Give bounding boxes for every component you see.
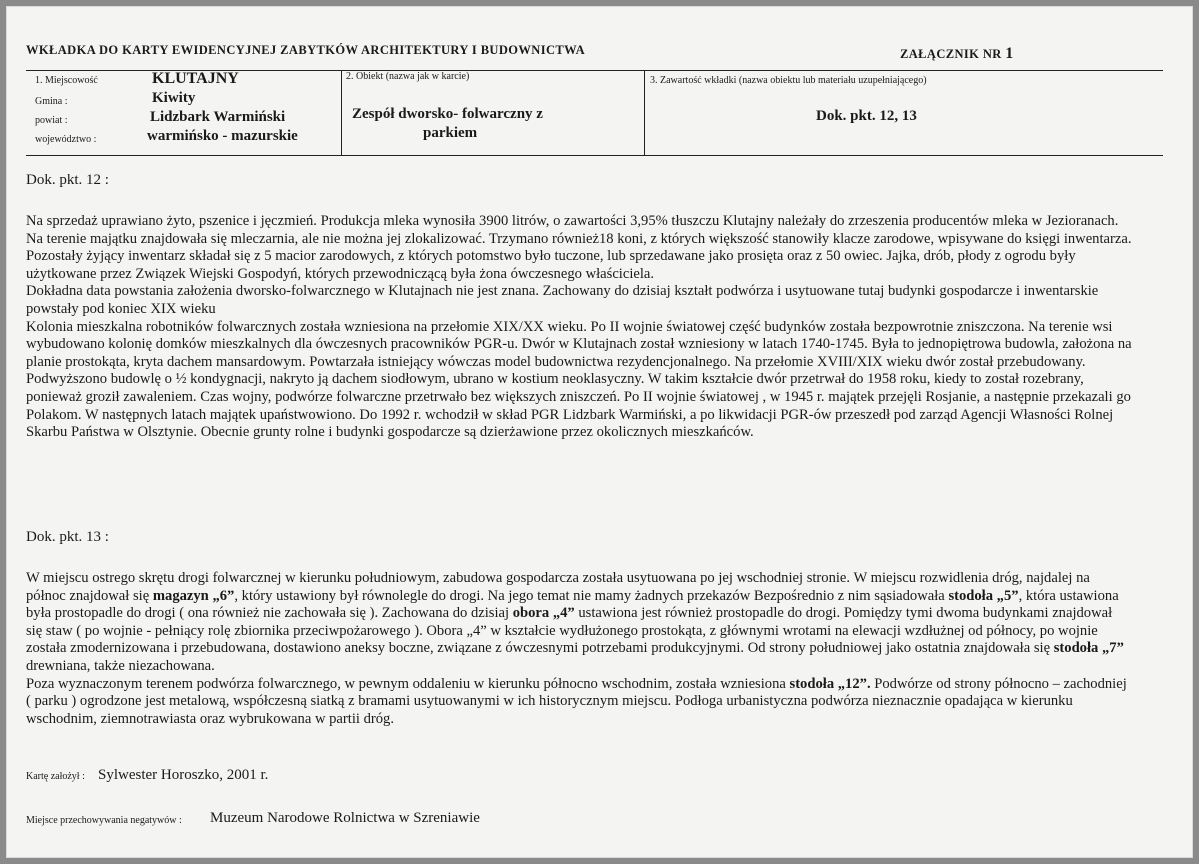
- section-12-paragraph: Na sprzedaż uprawiano żyto, pszenice i jęczmień. Produkcja mleka wynosiła 3900 litrów, o zawartości 3,95% tłuszczu Klutajny należały do zrzeszenia producentów mleka w Jezioranach. Na terenie majątku znajdowała się mleczarnia, ale nie można jej zlokalizować. Trzymano również18 koni, z których większość stanowiły klacze zarodowe, wpisywane do księgi inwentarza. Pozostały żyjący inwentarz składał się z 5 macior zarodowych, z których potomstwo było tuczone, lub sprzedawane jako prosięta oraz z 50 owiec. Jajka, drób, płody z ogrodu były użytkowane przez Związek Wiejski Gospodyń, których przewodniczącą była żona ówczesnego właściciela.: [26, 213, 1132, 282]
- wojewodztwo-label: województwo :: [35, 134, 97, 145]
- text-run: Poza wyznaczonym terenem podwórza folwarcznego, w pewnym oddaleniu w kierunku północno wschodnim, została wzniesiona: [26, 675, 790, 692]
- negatives-value: Muzeum Narodowe Rolnictwa w Szreniawie: [210, 810, 480, 826]
- annex-label: [900, 45, 1014, 63]
- object-name-line1: Zespół dworsko- folwarczny z: [352, 106, 543, 122]
- annex-label-text: ZAŁĄCZNIK NR: [900, 47, 1002, 61]
- gmina-value: Kiwity: [152, 90, 196, 106]
- section-13-body: [26, 570, 1132, 728]
- text-run: W miejscu ostrego skrętu drogi folwarcznej w kierunku południowym, zabudowa gospodarcza została usytuowana po jej wschodniej stronie. W miejscu rozwidlenia dróg, najdalej na północ znajdował się: [26, 570, 1090, 604]
- header-divider-1: [341, 70, 342, 155]
- building-obora-4: obora „4”: [512, 605, 575, 622]
- section-13-paragraph-2: [26, 676, 1132, 729]
- powiat-value: Lidzbark Warmiński: [150, 109, 286, 125]
- place-value: KLUTAJNY: [152, 70, 239, 87]
- negatives-label: Miejsce przechowywania negatywów :: [26, 815, 182, 826]
- wojewodztwo-value: warmińsko - mazurskie: [147, 128, 298, 144]
- author-value: Sylwester Horoszko, 2001 r.: [98, 767, 269, 783]
- section-13-heading: Dok. pkt. 13 :: [26, 529, 109, 545]
- section-12-paragraph: Kolonia mieszkalna robotników folwarcznych została wzniesiona na przełomie XIX/XX wieku. Po II wojnie światowej część budynków została bezpowrotnie zniszczona. Na terenie wsi wybudowano kolonię domków mieszkalnych dla ówczesnych pracowników PGR-u. Dwór w Klutajnach został wzniesiony w latach 1740-1745. Była to jednopiętrowa budowla, założona na planie prostokąta, kryta dachem mansardowym. Powtarzała istniejący wówczas model budownictwa rezydencjonalnego. Na przełomie XVIII/XIX wieku dwór został przebudowany. Podwyższono budowlę o ½ kondygnacji, nakryto ją dachem siodłowym, ubrano w kostium neoklasyczny. W takim kształcie dwór przetrwał do 1958 roku, kiedy to został rozebrany, ponieważ groził zawaleniem. Czas wojny, podwórze folwarczne przetrwało bez większych zniszczeń. Po II wojnie światowej , w 1945 r. majątek przejęli Rosjanie, a następnie przekazali go Polakom. W następnych latach majątek upaństwowiono. Do 1992 r. wchodził w skład PGR Lidzbark Warmiński, a po likwidacji PGR-ów przeszedł pod zarząd Agencji Własności Rolnej Skarbu Państwa w Olsztynie. Obecnie grunty rolne i budynki gospodarcze są dzierżawione przez okolicznych mieszkańców.: [26, 318, 1132, 441]
- annex-number: 1: [1005, 45, 1014, 62]
- section-12-body: [26, 213, 1132, 442]
- section-12-paragraph: Dokładna data powstania założenia dworsko-folwarcznego w Klutajnach nie jest znana. Zachowany do dzisiaj kształt podwórza i usytuowane tutaj budynki gospodarcze i inwentarskie powstały pod koniec XIX wieku: [26, 283, 1099, 317]
- powiat-label: powiat :: [35, 115, 68, 126]
- document-title: WKŁADKA DO KARTY EWIDENCYJNEJ ZABYTKÓW ARCHITEKTURY I BUDOWNICTWA: [26, 43, 586, 57]
- gmina-label: Gmina :: [35, 96, 68, 107]
- author-label: Kartę założył :: [26, 771, 85, 782]
- object-label: 2. Obiekt (nazwa jak w karcie): [346, 71, 470, 82]
- building-stodola-12: stodoła „12”.: [789, 675, 871, 692]
- text-run: , która ustawiona była prostopadle do drogi ( ona również nie zachowała się ). Zachowana do dzisiaj: [26, 587, 1119, 622]
- place-label: 1. Miejscowość: [35, 75, 98, 86]
- header-divider-2: [644, 70, 645, 155]
- section-12-heading: Dok. pkt. 12 :: [26, 172, 109, 188]
- section-13-paragraph-1: [26, 570, 1132, 676]
- header-bottom-rule: [26, 155, 1163, 156]
- building-stodola-5: stodoła „5”: [948, 587, 1019, 604]
- text-run: drewniana, także niezachowana.: [26, 657, 215, 674]
- object-name-line2: parkiem: [423, 125, 478, 141]
- contents-label: 3. Zawartość wkładki (nazwa obiektu lub materiału uzupełniającego): [650, 75, 927, 86]
- building-magazyn-6: magazyn „6”: [152, 587, 235, 604]
- text-run: Podwórze od strony północno – zachodniej ( parku ) ogrodzone jest metalową, współczesną siatką z bramami usytuowanymi w ich historycznym miejscu. Podłoga urbanistyczna podwórza nieznacznie opadająca w kierunku wschodnim, ziemnotrawiasta oraz wybrukowana w partii dróg.: [26, 675, 1127, 727]
- text-run: , który ustawiony był równolegle do drogi. Na jego temat nie mamy żadnych przekazów Bezpośrednio z nim sąsiadowała: [234, 587, 949, 604]
- text-run: ustawiona jest również prostopadle do drogi. Pomiędzy tymi dwoma budynkami znajdował się staw ( po wojnie - pełniący rolę zbiornika przeciwpożarowego ). Obora „4” w kształcie wydłużonego prostokąta, z głównymi wrotami na elewacji wzdłużnej od północy, po wojnie została zmodernizowana i przebudowana, dostawiono aneksy boczne, związane z ówczesnymi potrzebami produkcyjnymi. Od strony południowej jako ostatnia znajdowała się: [26, 605, 1113, 657]
- contents-value: Dok. pkt. 12, 13: [816, 108, 917, 124]
- building-stodola-7: stodoła „7”: [1053, 640, 1124, 657]
